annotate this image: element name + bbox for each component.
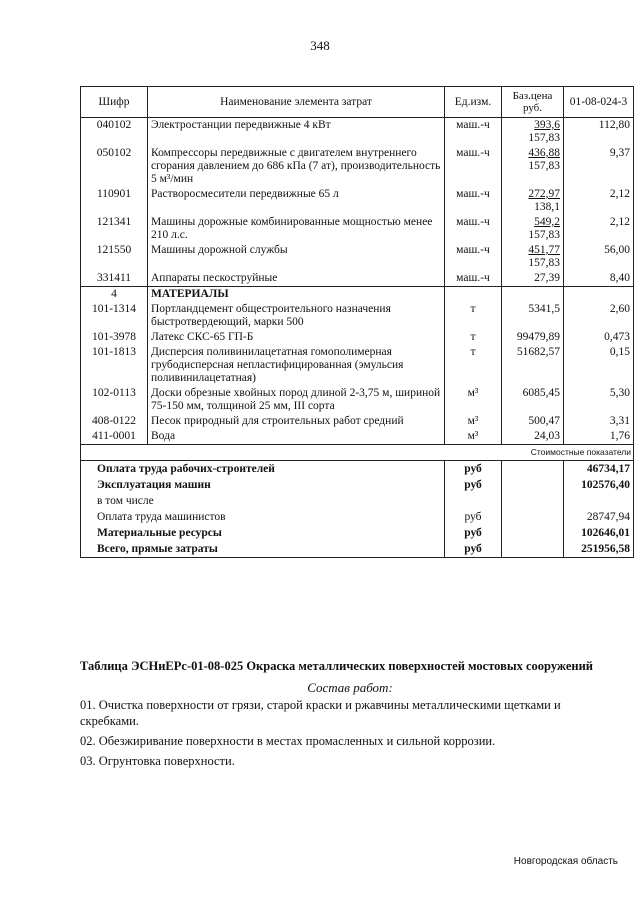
row-unit: маш.-ч xyxy=(445,215,502,243)
wage-price: 157,83 xyxy=(528,160,560,172)
table-body xyxy=(81,118,634,558)
row-name: Портландцемент общестроительного назначения быстротвердеющий, марки 500 xyxy=(148,302,445,330)
row-qty: 0,473 xyxy=(564,330,634,345)
summary-name: Эксплуатация машин xyxy=(81,477,445,493)
row-name: Дисперсия поливинилацетатная гомополимерная грубодисперсная непластифицированная (эмульсия поливинилацетатная) xyxy=(148,345,445,386)
summary-row xyxy=(81,477,634,493)
header-qty: 01-08-024-3 xyxy=(564,87,634,118)
cost-indicators-caption: Стоимостные показатели xyxy=(81,445,634,461)
row-qty: 2,12 xyxy=(564,215,634,243)
caption-row xyxy=(81,445,634,461)
header-code: Шифр xyxy=(81,87,148,118)
section-name: МАТЕРИАЛЫ xyxy=(148,287,445,303)
row-name: Электростанции передвижные 4 кВт xyxy=(148,118,445,147)
machine-row xyxy=(81,187,634,215)
material-row xyxy=(81,386,634,414)
row-qty: 3,31 xyxy=(564,414,634,429)
row-name: Латекс СКС-65 ГП-Б xyxy=(148,330,445,345)
row-code: 101-3978 xyxy=(81,330,148,345)
row-unit: маш.-ч xyxy=(445,271,502,287)
page-number: 348 xyxy=(310,38,330,53)
empty-cell xyxy=(502,461,564,478)
row-price: 500,47 xyxy=(502,414,564,429)
row-name: Компрессоры передвижные с двигателем внутреннего сгорания давлением до 686 кПа (7 ат), производительность 5 м³/мин xyxy=(148,146,445,187)
work-item: 02. Обезжиривание поверхности в местах промасленных и сильной коррозии. xyxy=(80,734,496,748)
material-row xyxy=(81,302,634,330)
summary-value: 28747,94 xyxy=(564,509,634,525)
row-qty: 5,30 xyxy=(564,386,634,414)
row-unit: маш.-ч xyxy=(445,187,502,215)
row-unit: т xyxy=(445,345,502,386)
row-qty: 2,60 xyxy=(564,302,634,330)
row-code: 101-1813 xyxy=(81,345,148,386)
row-price xyxy=(502,243,564,271)
material-row xyxy=(81,414,634,429)
summary-unit: руб xyxy=(445,477,502,493)
row-code: 408-0122 xyxy=(81,414,148,429)
row-unit: т xyxy=(445,330,502,345)
wage-price: 157,83 xyxy=(528,257,560,269)
material-row xyxy=(81,429,634,445)
summary-row xyxy=(81,525,634,541)
row-unit: маш.-ч xyxy=(445,146,502,187)
base-price: 393,6 xyxy=(534,119,560,131)
summary-name: Всего, прямые затраты xyxy=(81,541,445,558)
table-header-row xyxy=(81,87,634,118)
row-qty: 56,00 xyxy=(564,243,634,271)
wage-price: 157,83 xyxy=(528,132,560,144)
material-row xyxy=(81,345,634,386)
row-unit: маш.-ч xyxy=(445,243,502,271)
row-code: 121550 xyxy=(81,243,148,271)
row-code: 121341 xyxy=(81,215,148,243)
summary-value: 102576,40 xyxy=(564,477,634,493)
row-price xyxy=(502,118,564,147)
summary-value: 102646,01 xyxy=(564,525,634,541)
summary-unit: руб xyxy=(445,541,502,558)
base-price: 27,39 xyxy=(534,272,560,284)
row-name: Аппараты пескоструйные xyxy=(148,271,445,287)
works-list xyxy=(80,697,600,773)
row-unit: м³ xyxy=(445,414,502,429)
summary-name: в том числе xyxy=(81,493,445,509)
resource-table xyxy=(80,86,634,558)
row-code: 102-0113 xyxy=(81,386,148,414)
work-item: 01. Очистка поверхности от грязи, старой краски и ржавчины металлическими щетками и скребками. xyxy=(80,698,561,728)
row-unit: т xyxy=(445,302,502,330)
empty-cell xyxy=(502,509,564,525)
header-name: Наименование элемента затрат xyxy=(148,87,445,118)
row-name: Песок природный для строительных работ средний xyxy=(148,414,445,429)
row-price xyxy=(502,271,564,287)
summary-row xyxy=(81,509,634,525)
row-code: 050102 xyxy=(81,146,148,187)
row-name: Растворосмесители передвижные 65 л xyxy=(148,187,445,215)
row-unit: маш.-ч xyxy=(445,118,502,147)
base-price: 436,88 xyxy=(528,147,560,159)
row-price xyxy=(502,146,564,187)
summary-unit: руб xyxy=(445,509,502,525)
summary-row xyxy=(81,493,634,509)
row-price: 51682,57 xyxy=(502,345,564,386)
row-unit: м³ xyxy=(445,386,502,414)
section-code: 4 xyxy=(81,287,148,303)
summary-name: Оплата труда рабочих-строителей xyxy=(81,461,445,478)
machine-row xyxy=(81,118,634,147)
machine-row xyxy=(81,146,634,187)
row-name: Машины дорожной службы xyxy=(148,243,445,271)
row-qty: 9,37 xyxy=(564,146,634,187)
materials-section-row xyxy=(81,287,634,303)
row-price: 5341,5 xyxy=(502,302,564,330)
row-price xyxy=(502,215,564,243)
summary-row xyxy=(81,541,634,558)
empty-cell xyxy=(445,287,502,303)
summary-name: Оплата труда машинистов xyxy=(81,509,445,525)
empty-cell xyxy=(502,493,564,509)
header-unit: Ед.изм. xyxy=(445,87,502,118)
row-price: 6085,45 xyxy=(502,386,564,414)
summary-name: Материальные ресурсы xyxy=(81,525,445,541)
machine-row xyxy=(81,215,634,243)
works-subtitle: Состав работ: xyxy=(307,680,393,695)
row-price xyxy=(502,187,564,215)
row-price: 99479,89 xyxy=(502,330,564,345)
wage-price: 138,1 xyxy=(534,201,560,213)
wage-price: 157,83 xyxy=(528,229,560,241)
empty-cell xyxy=(502,525,564,541)
row-name: Вода xyxy=(148,429,445,445)
footer-region: Новгородская область xyxy=(513,856,618,867)
work-item: 03. Огрунтовка поверхности. xyxy=(80,754,235,768)
machine-row xyxy=(81,243,634,271)
material-row xyxy=(81,330,634,345)
row-code: 110901 xyxy=(81,187,148,215)
row-code: 331411 xyxy=(81,271,148,287)
row-code: 101-1314 xyxy=(81,302,148,330)
row-qty: 0,15 xyxy=(564,345,634,386)
row-price: 24,03 xyxy=(502,429,564,445)
summary-unit xyxy=(445,493,502,509)
summary-unit: руб xyxy=(445,461,502,478)
row-code: 040102 xyxy=(81,118,148,147)
summary-value: 251956,58 xyxy=(564,541,634,558)
row-name: Доски обрезные хвойных пород длиной 2-3,75 м, шириной 75-150 мм, толщиной 25 мм, III сорта xyxy=(148,386,445,414)
summary-value xyxy=(564,493,634,509)
row-qty: 8,40 xyxy=(564,271,634,287)
empty-cell xyxy=(502,541,564,558)
next-table-title: Таблица ЭСНиЕРс-01-08-025 Окраска металлических поверхностей мостовых сооружений xyxy=(80,659,593,673)
summary-unit: руб xyxy=(445,525,502,541)
row-unit: м³ xyxy=(445,429,502,445)
empty-cell xyxy=(502,287,564,303)
machine-row xyxy=(81,271,634,287)
base-price: 549,2 xyxy=(534,216,560,228)
empty-cell xyxy=(564,287,634,303)
empty-cell xyxy=(502,477,564,493)
row-name: Машины дорожные комбинированные мощностью менее 210 л.с. xyxy=(148,215,445,243)
header-price: Баз.цена руб. xyxy=(502,87,564,118)
row-qty: 2,12 xyxy=(564,187,634,215)
base-price: 272,97 xyxy=(528,188,560,200)
summary-row xyxy=(81,461,634,478)
summary-value: 46734,17 xyxy=(564,461,634,478)
row-qty: 1,76 xyxy=(564,429,634,445)
row-code: 411-0001 xyxy=(81,429,148,445)
base-price: 451,77 xyxy=(528,244,560,256)
row-qty: 112,80 xyxy=(564,118,634,147)
